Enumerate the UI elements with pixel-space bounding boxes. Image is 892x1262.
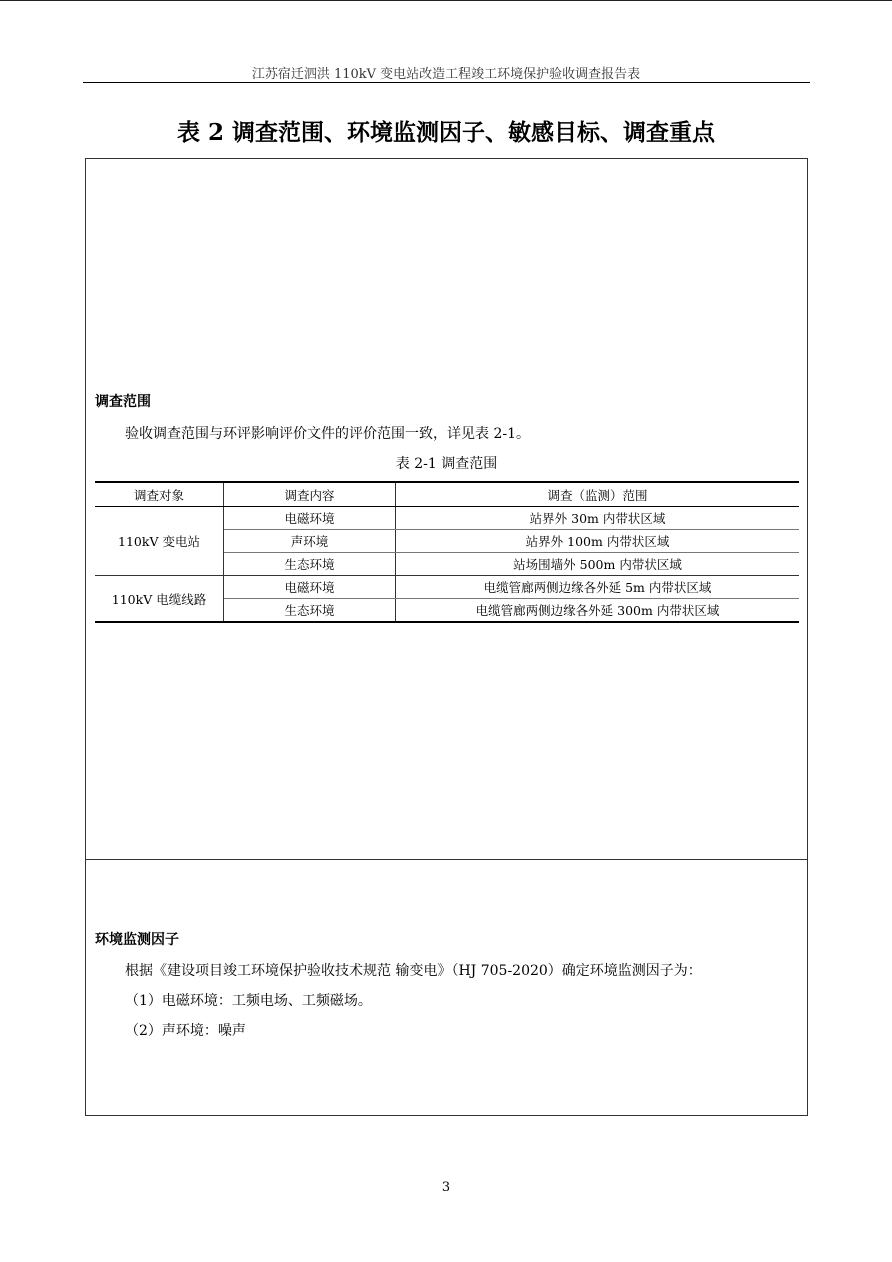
object-cell: 110kV 电缆线路: [95, 576, 224, 623]
content-cell: 声环境: [224, 530, 396, 553]
page-number: 3: [441, 1180, 451, 1195]
factors-paragraph: 根据《建设项目竣工环境保护验收技术规范 输变电》（HJ 705-2020）确定环境监测因子为：: [125, 963, 702, 979]
factor-item: （1）电磁环境：工频电场、工频磁场。: [125, 993, 372, 1009]
table-row: [95, 507, 799, 530]
range-cell: 站界外 100m 内带状区域: [396, 530, 800, 553]
table-header-row: [95, 482, 799, 507]
range-paragraph: 验收调查范围与环评影响评价文件的评价范围一致，详见表 2-1。: [125, 426, 530, 442]
table-row: [95, 576, 799, 599]
object-cell: 110kV 变电站: [95, 507, 224, 576]
running-header: 江苏宿迁泗洪 110kV 变电站改造工程竣工环境保护验收调查报告表: [251, 67, 641, 82]
section-divider: [86, 859, 807, 860]
range-cell: 站界外 30m 内带状区域: [396, 507, 800, 530]
column-header-range: 调查（监测）范围: [396, 482, 800, 507]
header-rule: [83, 82, 810, 83]
survey-range-table: [95, 481, 799, 623]
top-border: [0, 0, 892, 1]
range-cell: 站场围墙外 500m 内带状区域: [396, 553, 800, 576]
range-cell: 电缆管廊两侧边缘各外延 5m 内带状区域: [396, 576, 800, 599]
section-heading-range: 调查范围: [95, 394, 151, 410]
column-header-object: 调查对象: [95, 482, 224, 507]
factor-item: （2）声环境：噪声: [125, 1023, 246, 1039]
section-heading-factors: 环境监测因子: [95, 932, 179, 948]
table-caption: 表 2-1 调查范围: [395, 456, 498, 472]
page-title: 表 2 调查范围、环境监测因子、敏感目标、调查重点: [176, 119, 716, 146]
column-header-content: 调查内容: [224, 482, 396, 507]
content-cell: 生态环境: [224, 599, 396, 623]
range-cell: 电缆管廊两侧边缘各外延 300m 内带状区域: [396, 599, 800, 623]
content-cell: 生态环境: [224, 553, 396, 576]
content-cell: 电磁环境: [224, 507, 396, 530]
content-frame: [85, 158, 808, 1116]
content-cell: 电磁环境: [224, 576, 396, 599]
